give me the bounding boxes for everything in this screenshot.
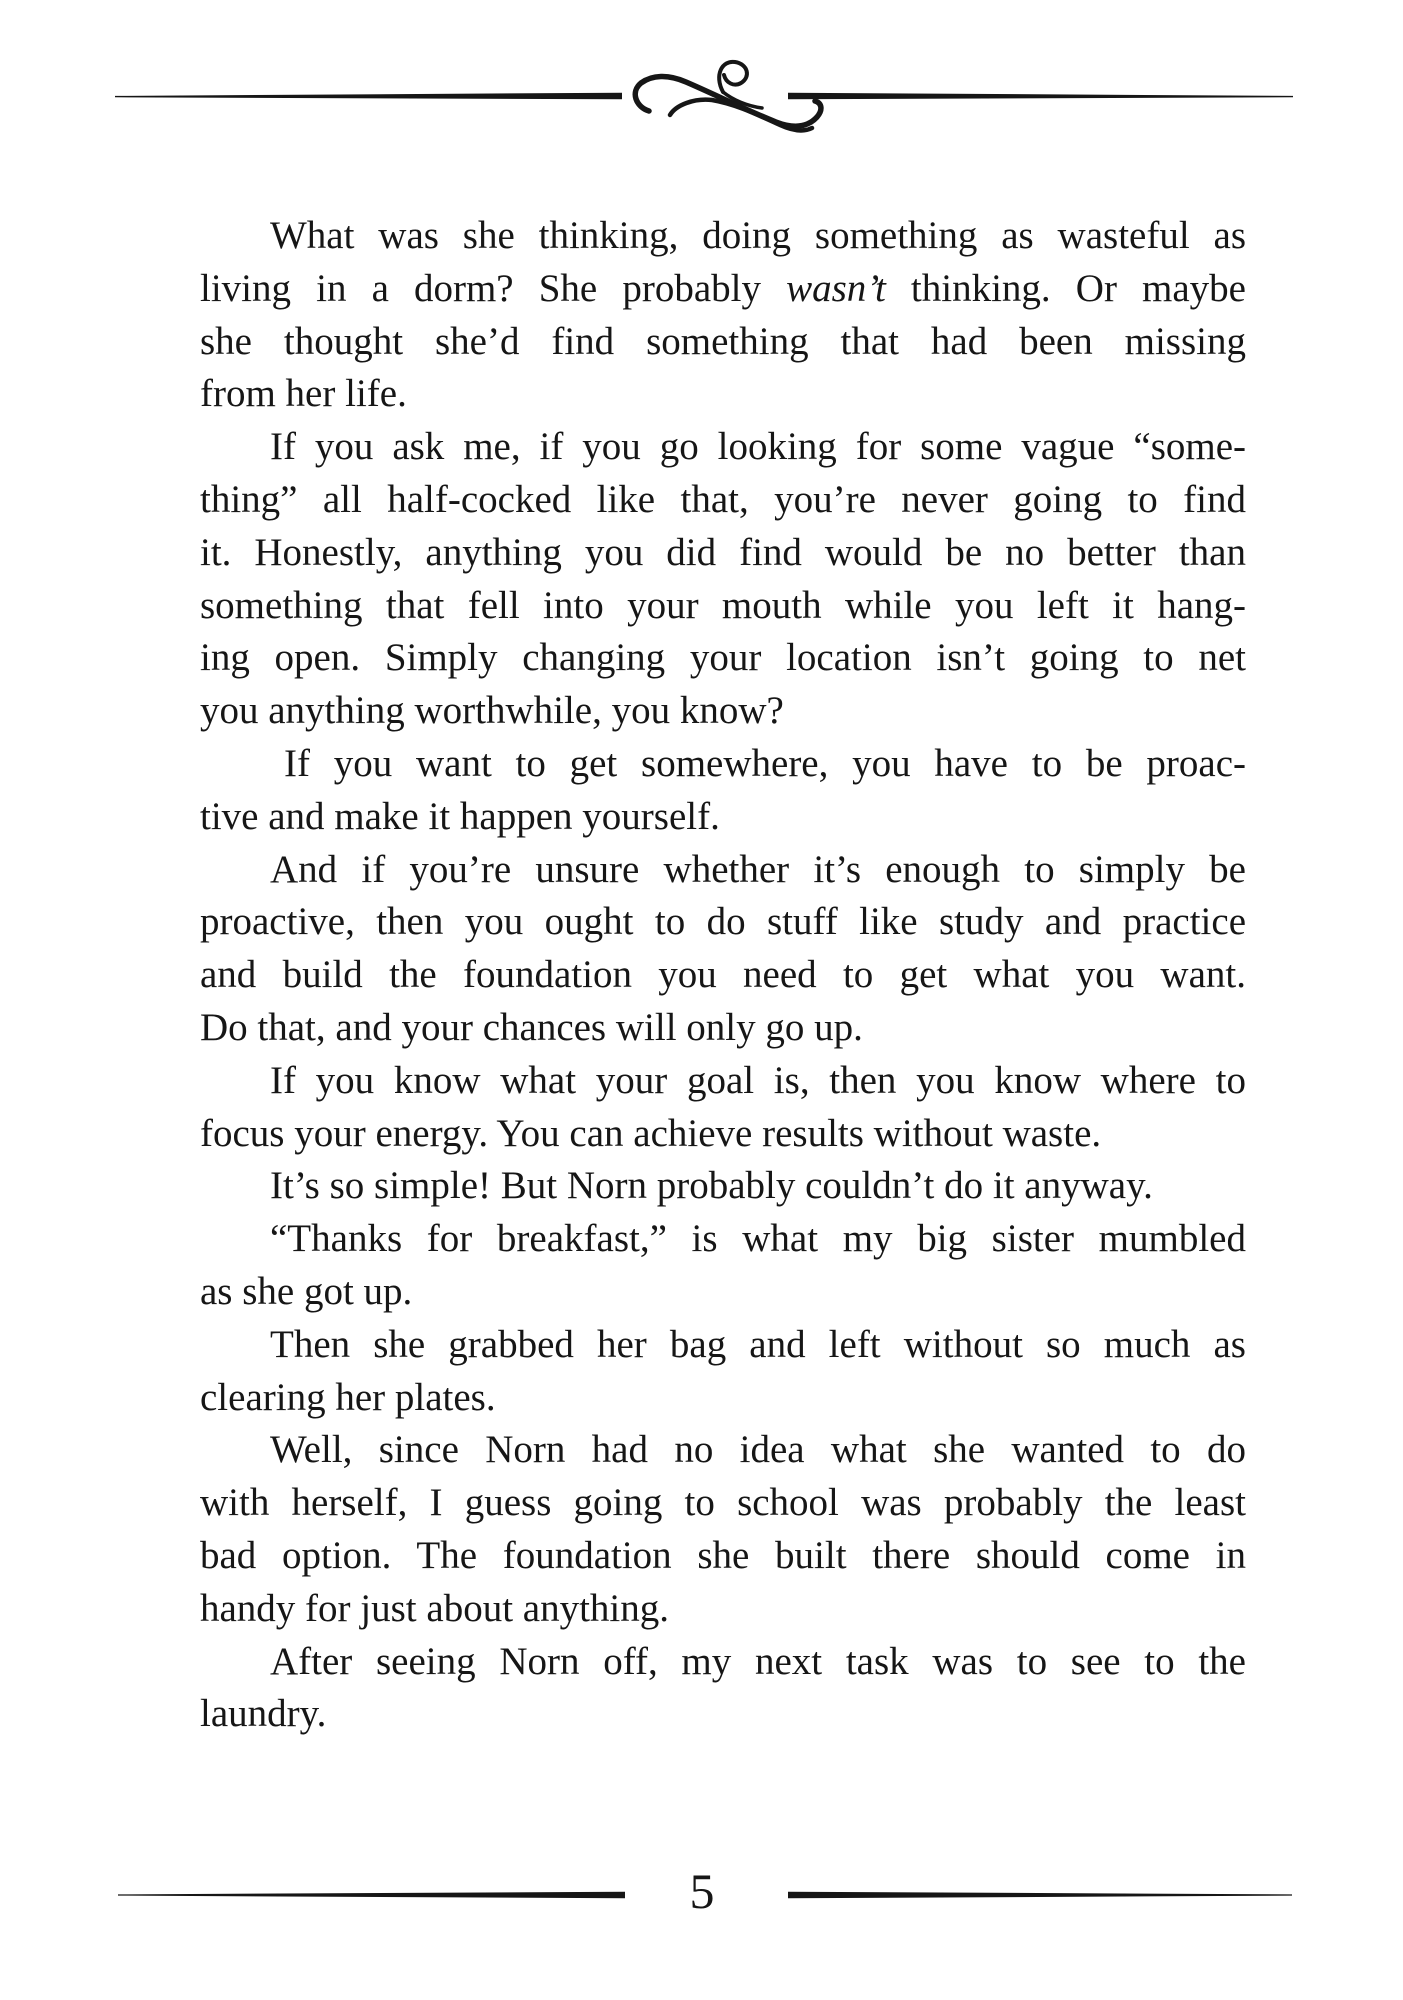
text-line: If you ask me, if you go looking for some vague “some- <box>270 425 1246 469</box>
text-line: Well, since Norn had no idea what she wanted to do <box>270 1428 1246 1472</box>
paragraph <box>200 1636 1246 1742</box>
text-line: laundry. <box>200 1692 327 1736</box>
text-line: tive and make it happen yourself. <box>200 794 720 838</box>
page-number: 5 <box>689 1863 714 1919</box>
paragraph <box>200 1160 1246 1213</box>
text-line: After seeing Norn off, my next task was to see to the <box>270 1639 1246 1683</box>
text-line: proactive, then you ought to do stuff like study and practice <box>200 900 1246 944</box>
text-line: it. Honestly, anything you did find would be no better than <box>200 530 1246 574</box>
text-line: It’s so simple! But Norn probably couldn’t do it anyway. <box>270 1164 1153 1208</box>
paragraph <box>200 738 1246 844</box>
text-line: If you want to get somewhere, you have to be proac- <box>284 741 1246 785</box>
text-line: Then she grabbed her bag and left without so much as <box>270 1322 1246 1366</box>
paragraph <box>200 1319 1246 1425</box>
text-line: and build the foundation you need to get what you want. <box>200 953 1246 997</box>
text-line: “Thanks for breakfast,” is what my big sister mumbled <box>270 1217 1246 1261</box>
text-line: And if you’re unsure whether it’s enough to simply be <box>270 847 1246 891</box>
text-line: clearing her plates. <box>200 1375 496 1419</box>
text-line: focus your energy. You can achieve results without waste. <box>200 1111 1102 1155</box>
text-line: thing” all half-cocked like that, you’re never going to find <box>200 477 1246 521</box>
paragraph <box>200 1213 1246 1319</box>
text-line: from her life. <box>200 372 407 416</box>
text-line: Do that, and your chances will only go up. <box>200 1005 863 1049</box>
text-line: bad option. The foundation she built there should come in <box>200 1533 1246 1577</box>
header-rule-right <box>788 93 1293 100</box>
paragraph <box>200 844 1246 1055</box>
text-line: something that fell into your mouth while you left it hang- <box>200 583 1246 627</box>
text-line: ing open. Simply changing your location isn’t going to net <box>200 636 1246 680</box>
text-line: living in a dorm? She probably wasn’t thinking. Or maybe <box>200 266 1246 310</box>
header-rule-left <box>115 93 622 100</box>
text-line: she thought she’d find something that had been missing <box>200 319 1246 363</box>
body-text <box>200 210 1246 1741</box>
paragraph <box>200 210 1246 421</box>
header-flourish-divider <box>0 20 1403 180</box>
text-line: with herself, I guess going to school was probably the least <box>200 1481 1246 1525</box>
paragraph <box>200 1055 1246 1161</box>
paragraph <box>200 1424 1246 1635</box>
text-line: handy for just about anything. <box>200 1586 670 1630</box>
paragraph <box>200 421 1246 738</box>
text-line: What was she thinking, doing something as wasteful as <box>270 214 1246 257</box>
text-line: If you know what your goal is, then you know where to <box>270 1058 1246 1102</box>
text-line: as she got up. <box>200 1269 413 1313</box>
text-line: you anything worthwhile, you know? <box>200 689 784 733</box>
